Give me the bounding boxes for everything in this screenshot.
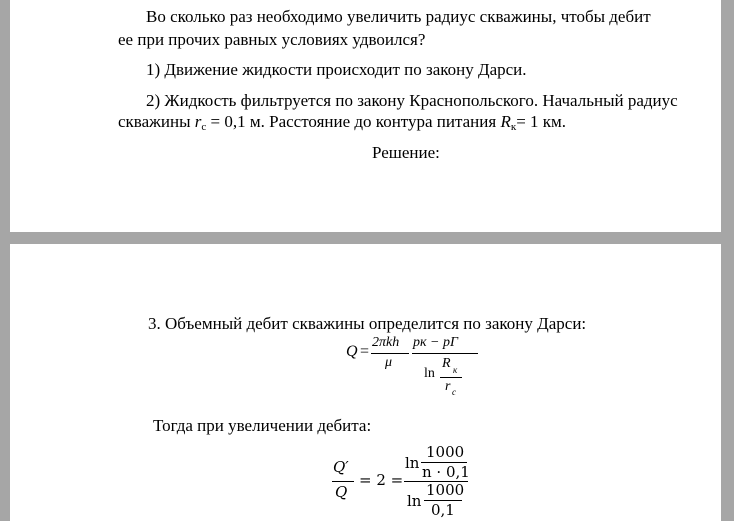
f1-lhs: Q (346, 343, 358, 360)
f2-num-bot: 1000 (426, 481, 465, 499)
f1-frac-line-2 (412, 353, 478, 354)
then-text: Тогда при увеличении дебита: (153, 416, 372, 435)
f2-Qprime: Q′ (333, 458, 349, 476)
f1-ln: ln (424, 366, 435, 381)
f2-frac-line-q (332, 481, 354, 482)
f2-num-top: 1000 (426, 443, 465, 461)
f1-num2: pк − pГ (413, 335, 458, 350)
problem-item-1: 1) Движение жидкости происходит по закону Дарси. (146, 60, 527, 79)
f1-R-sub: к (453, 365, 458, 375)
step-3-text: 3. Объемный дебит скважины определится по закону Дарси: (148, 314, 587, 333)
rk-subscript: к (510, 121, 517, 133)
rk-symbol: R (500, 112, 511, 131)
item2-text-pre: скважины (118, 112, 195, 131)
f1-frac-line-3 (440, 377, 462, 378)
f2-Q: Q (335, 483, 348, 501)
f2-ln-top: ln (405, 454, 420, 472)
f1-r: r (445, 379, 451, 394)
problem-line-2: ее при прочих равных условиях удвоился? (118, 30, 426, 49)
page-bottom (10, 244, 721, 521)
f1-num1: 2πkh (372, 335, 400, 350)
item2-text-mid: = 0,1 м. Расстояние до контура питания (206, 112, 501, 131)
problem-line-1: Во сколько раз необходимо увеличить радиус скважины, чтобы дебит (146, 7, 651, 26)
f2-eq-two: = 2 = (359, 471, 404, 489)
f2-den-bot: 0,1 (431, 501, 455, 519)
rc-subscript: c (201, 121, 207, 133)
f2-den-top: n · 0,1 (422, 463, 470, 481)
f1-eq: = (360, 343, 370, 360)
f1-den1: μ (385, 355, 393, 370)
solution-heading: Решение: (372, 143, 440, 162)
f1-frac-line-1 (371, 353, 409, 354)
rc-symbol: r (194, 112, 202, 131)
item2-text-post: = 1 км. (516, 112, 567, 131)
problem-item-2-line-2 (118, 112, 566, 137)
f1-R: R (442, 356, 451, 371)
page-top (10, 0, 721, 232)
problem-item-2-line-1: 2) Жидкость фильтруется по закону Краснопольского. Начальный радиус (146, 91, 678, 110)
f1-r-sub: c (452, 387, 456, 397)
f2-ln-bot: ln (407, 492, 422, 510)
